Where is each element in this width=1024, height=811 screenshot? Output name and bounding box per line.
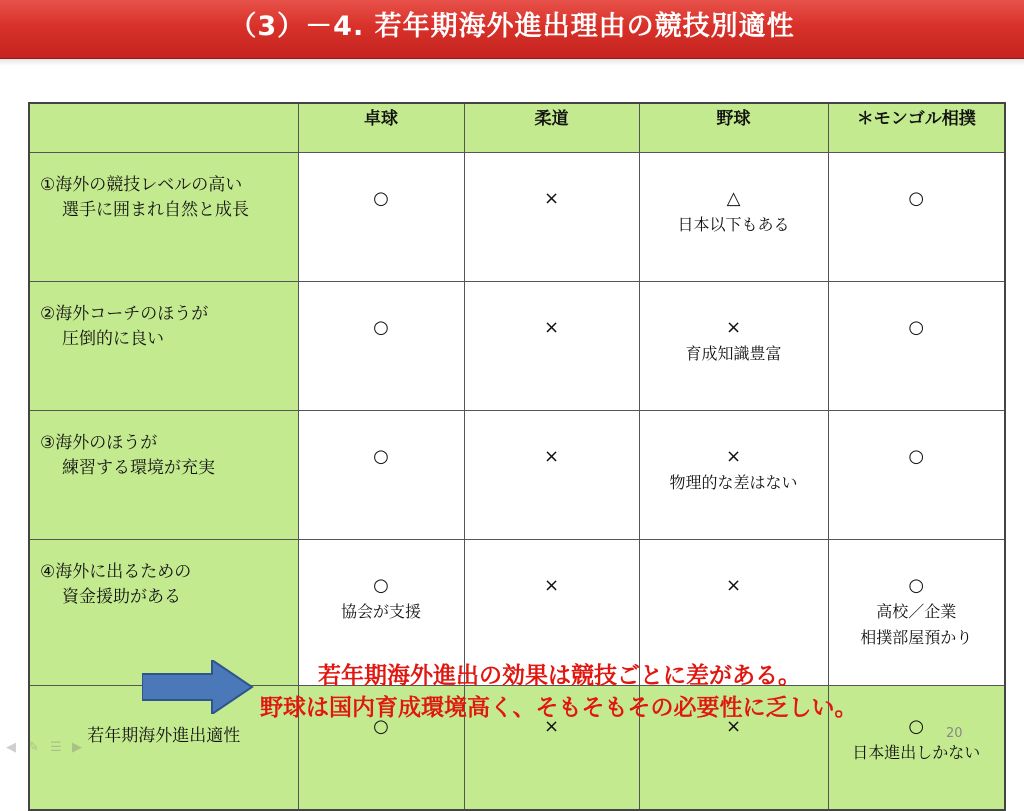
header-judo: 柔道 [464,103,639,153]
cell-mark: × [543,188,560,209]
cell-mark: ○ [908,716,925,737]
cell-note-line2: 相撲部屋預かり [860,628,973,647]
page-number: 20 [946,726,963,741]
row-label-line2: 圧倒的に良い [62,329,164,349]
cell-mark: × [725,575,742,596]
cell-mark: × [725,446,742,467]
menu-icon[interactable]: ☰ [50,740,62,755]
table-cell [464,282,639,411]
row-label [29,411,298,540]
table-cell [298,411,464,540]
row-label-line2: 選手に囲まれ自然と成長 [62,200,249,220]
cell-mark: ○ [373,317,389,338]
conclusion-line2: 野球は国内育成環境高く、そもそもその必要性に乏しい。 [260,695,858,721]
table-cell [639,282,828,411]
header-mongol-sumo: ＊モンゴル相撲 [828,103,1005,153]
table-row [29,411,1005,540]
cell-note: 高校／企業 [876,602,957,621]
header-table-tennis: 卓球 [298,103,464,153]
row-label [29,153,298,282]
summary-label: 若年期海外進出適性 [29,686,298,811]
table-cell [639,411,828,540]
cell-note: 日本進出しかない [852,743,981,762]
row-label-line2: 資金援助がある [62,587,181,607]
row-label-line2: 練習する環境が充実 [62,458,215,478]
cell-mark: × [725,317,742,338]
table-header-row [29,103,1005,153]
table-cell [828,153,1005,282]
row-label [29,282,298,411]
table-row [29,153,1005,282]
title-shadow [0,58,1024,66]
slideshow-nav [6,741,86,755]
cell-mark: ○ [373,716,389,737]
prev-slide-icon[interactable]: ◀ [6,740,16,755]
row-label-line1: ③海外のほうが [40,433,158,453]
conclusion-text [260,660,980,724]
slide-title: （3）－4. 若年期海外進出理由の競技別適性 [229,11,795,42]
table-row [29,282,1005,411]
cell-note: 物理的な差はない [669,473,798,492]
header-baseball: 野球 [639,103,828,153]
cell-mark: ○ [373,575,389,596]
cell-note: 日本以下もある [677,215,790,234]
conclusion-line1: 若年期海外進出の効果は競技ごとに差がある。 [318,663,801,689]
pen-icon[interactable]: ✎ [28,740,39,755]
table-cell [639,153,828,282]
table-cell [828,282,1005,411]
table-cell [298,282,464,411]
cell-mark: ○ [373,188,389,209]
cell-mark: ○ [373,446,389,467]
header-corner [29,103,298,153]
table-cell [828,411,1005,540]
row-label-line1: ②海外コーチのほうが [40,304,209,324]
cell-note: 育成知識豊富 [685,344,782,363]
cell-mark: ○ [908,317,925,338]
table-cell [464,411,639,540]
cell-mark: △ [726,188,741,209]
table-cell [298,153,464,282]
row-label-line1: ④海外に出るための [40,562,192,582]
next-slide-icon[interactable]: ▶ [72,740,82,755]
cell-mark: ○ [908,575,925,596]
cell-mark: × [543,716,560,737]
cell-mark: ○ [908,188,925,209]
cell-mark: ○ [908,446,925,467]
cell-mark: × [543,575,560,596]
table-cell [464,153,639,282]
row-label-line1: ①海外の競技レベルの高い [40,175,243,195]
cell-mark: × [543,446,560,467]
cell-mark: × [725,716,742,737]
right-arrow-icon [142,660,254,714]
cell-mark: × [543,317,560,338]
cell-note: 協会が支援 [340,602,421,621]
